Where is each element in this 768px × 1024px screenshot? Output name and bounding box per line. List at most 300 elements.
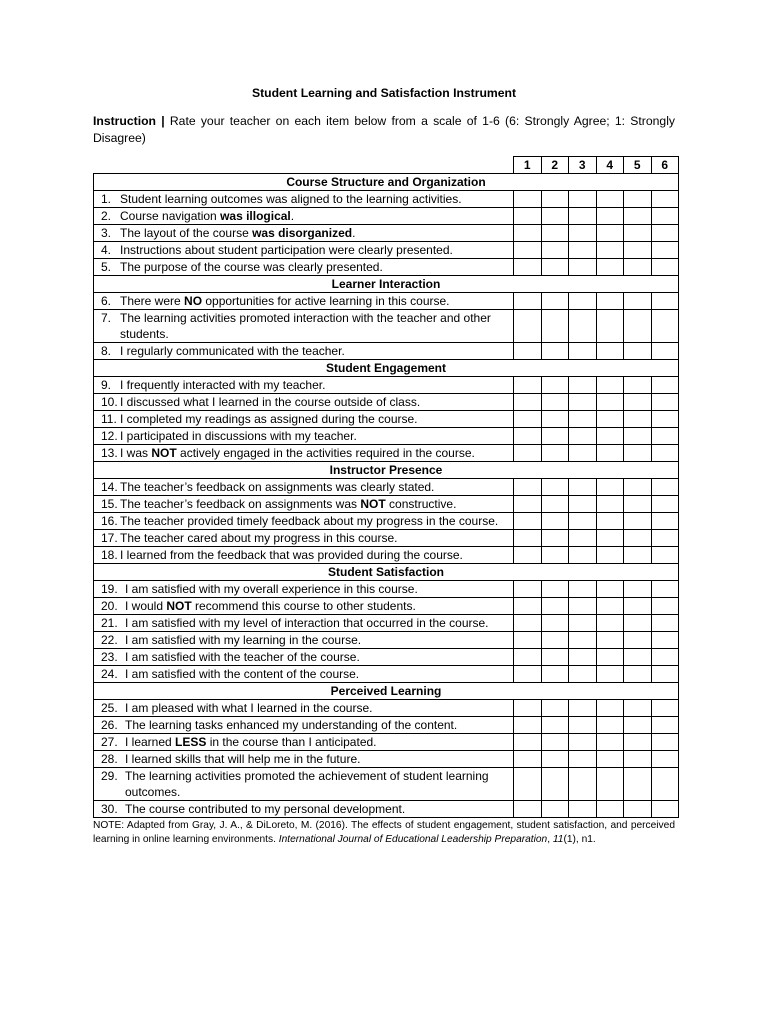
rating-cell-2[interactable]	[541, 632, 569, 649]
scale-label-3: 3	[569, 157, 597, 174]
item-number: 11.	[101, 412, 117, 426]
rating-cell-1[interactable]	[514, 479, 542, 496]
rating-cell-6[interactable]	[651, 700, 679, 717]
rating-cell-5[interactable]	[624, 496, 652, 513]
rating-cell-1[interactable]	[514, 428, 542, 445]
item-statement	[98, 293, 509, 309]
rating-cell-6[interactable]	[651, 768, 679, 801]
rating-cell-4[interactable]	[596, 581, 624, 598]
rating-cell-3[interactable]	[569, 734, 597, 751]
item-text	[120, 496, 509, 512]
note-journal: International Journal of Educational Leadership Preparation	[278, 834, 548, 845]
rating-cell-5[interactable]	[624, 411, 652, 428]
rating-cell-5[interactable]	[624, 666, 652, 683]
item-text-part: I participated in discussions with my teacher.	[120, 429, 357, 443]
item-number: 21.	[101, 616, 118, 630]
rating-cell-5[interactable]	[624, 801, 652, 818]
rating-cell-6[interactable]	[651, 530, 679, 547]
rating-cell-5[interactable]	[624, 615, 652, 632]
rating-cell-1[interactable]	[514, 411, 542, 428]
item-statement-cell	[94, 191, 514, 208]
rating-cell-3[interactable]	[569, 751, 597, 768]
rating-cell-4[interactable]	[596, 411, 624, 428]
rating-cell-5[interactable]	[624, 649, 652, 666]
rating-cell-4[interactable]	[596, 751, 624, 768]
item-text	[120, 242, 509, 258]
section-header-row	[94, 462, 679, 479]
rating-cell-2[interactable]	[541, 547, 569, 564]
rating-cell-3[interactable]	[569, 700, 597, 717]
rating-cell-1[interactable]	[514, 530, 542, 547]
item-statement	[98, 581, 509, 597]
rating-cell-5[interactable]	[624, 734, 652, 751]
rating-cell-1[interactable]	[514, 191, 542, 208]
rating-cell-1[interactable]	[514, 293, 542, 310]
rating-cell-2[interactable]	[541, 428, 569, 445]
rating-cell-1[interactable]	[514, 768, 542, 801]
rating-cell-5[interactable]	[624, 310, 652, 343]
rating-cell-2[interactable]	[541, 479, 569, 496]
rating-cell-4[interactable]	[596, 293, 624, 310]
item-statement-cell	[94, 293, 514, 310]
rating-cell-2[interactable]	[541, 242, 569, 259]
item-statement-cell	[94, 598, 514, 615]
rating-cell-2[interactable]	[541, 530, 569, 547]
rating-cell-2[interactable]	[541, 293, 569, 310]
rating-cell-1[interactable]	[514, 666, 542, 683]
item-statement-cell	[94, 242, 514, 259]
item-statement-cell	[94, 717, 514, 734]
item-statement-cell	[94, 208, 514, 225]
rating-cell-6[interactable]	[651, 445, 679, 462]
rating-cell-2[interactable]	[541, 751, 569, 768]
item-text-part: I am satisfied with my overall experience in this course.	[125, 582, 418, 596]
rating-cell-6[interactable]	[651, 377, 679, 394]
rating-cell-1[interactable]	[514, 547, 542, 564]
rating-cell-4[interactable]	[596, 615, 624, 632]
rating-cell-3[interactable]	[569, 649, 597, 666]
rating-cell-2[interactable]	[541, 496, 569, 513]
item-number: 12.	[101, 429, 118, 443]
rating-cell-6[interactable]	[651, 547, 679, 564]
section-header-row	[94, 683, 679, 700]
item-text-part: .	[352, 226, 356, 240]
rating-cell-3[interactable]	[569, 225, 597, 242]
item-text-emphasis: NO	[184, 294, 203, 308]
item-statement	[98, 394, 509, 410]
rating-cell-4[interactable]	[596, 191, 624, 208]
item-number: 29.	[101, 769, 118, 783]
item-statement	[98, 259, 509, 275]
item-statement	[98, 496, 509, 512]
rating-cell-6[interactable]	[651, 394, 679, 411]
rating-cell-2[interactable]	[541, 191, 569, 208]
rating-cell-5[interactable]	[624, 581, 652, 598]
rating-cell-2[interactable]	[541, 394, 569, 411]
rating-cell-1[interactable]	[514, 581, 542, 598]
item-text-part: The learning activities promoted interaction with the teacher and other students.	[120, 311, 491, 341]
rating-cell-1[interactable]	[514, 801, 542, 818]
rating-cell-2[interactable]	[541, 513, 569, 530]
rating-cell-4[interactable]	[596, 530, 624, 547]
rating-cell-1[interactable]	[514, 445, 542, 462]
item-statement	[98, 530, 509, 546]
item-row	[94, 581, 679, 598]
item-statement-cell	[94, 649, 514, 666]
rating-cell-1[interactable]	[514, 208, 542, 225]
rating-cell-6[interactable]	[651, 717, 679, 734]
rating-cell-6[interactable]	[651, 293, 679, 310]
rating-cell-4[interactable]	[596, 734, 624, 751]
item-text	[120, 343, 509, 359]
item-row	[94, 343, 679, 360]
rating-cell-2[interactable]	[541, 310, 569, 343]
scale-label-1: 1	[514, 157, 542, 174]
rating-cell-2[interactable]	[541, 801, 569, 818]
item-row	[94, 666, 679, 683]
rating-cell-5[interactable]	[624, 751, 652, 768]
rating-cell-4[interactable]	[596, 242, 624, 259]
item-statement	[98, 632, 509, 648]
item-row	[94, 259, 679, 276]
item-text-part: in the course than I anticipated.	[206, 735, 377, 749]
rating-cell-1[interactable]	[514, 751, 542, 768]
item-text	[120, 225, 509, 241]
item-row	[94, 615, 679, 632]
rating-cell-4[interactable]	[596, 801, 624, 818]
item-row	[94, 632, 679, 649]
item-text-part: I discussed what I learned in the course outside of class.	[120, 395, 421, 409]
item-text	[120, 513, 509, 529]
item-text	[120, 547, 509, 563]
note-suffix: (1), n1.	[563, 834, 596, 845]
item-text-part: I was	[120, 446, 152, 460]
item-number: 30.	[101, 802, 118, 816]
rating-cell-4[interactable]	[596, 343, 624, 360]
rating-cell-4[interactable]	[596, 513, 624, 530]
rating-cell-3[interactable]	[569, 598, 597, 615]
rating-cell-1[interactable]	[514, 632, 542, 649]
item-text	[120, 479, 509, 495]
rating-cell-1[interactable]	[514, 242, 542, 259]
rating-cell-1[interactable]	[514, 734, 542, 751]
rating-cell-3[interactable]	[569, 530, 597, 547]
rating-cell-5[interactable]	[624, 343, 652, 360]
rating-cell-2[interactable]	[541, 581, 569, 598]
rating-cell-5[interactable]	[624, 547, 652, 564]
rating-cell-4[interactable]	[596, 598, 624, 615]
rating-cell-6[interactable]	[651, 598, 679, 615]
item-text-emphasis: was disorganized	[252, 226, 353, 240]
rating-cell-4[interactable]	[596, 768, 624, 801]
rating-cell-3[interactable]	[569, 717, 597, 734]
rating-cell-2[interactable]	[541, 259, 569, 276]
rating-cell-3[interactable]	[569, 581, 597, 598]
rating-cell-2[interactable]	[541, 343, 569, 360]
rating-cell-4[interactable]	[596, 428, 624, 445]
rating-cell-5[interactable]	[624, 293, 652, 310]
rating-cell-5[interactable]	[624, 428, 652, 445]
rating-cell-6[interactable]	[651, 513, 679, 530]
item-row	[94, 208, 679, 225]
rating-cell-4[interactable]	[596, 445, 624, 462]
rating-cell-4[interactable]	[596, 666, 624, 683]
rating-cell-3[interactable]	[569, 191, 597, 208]
item-statement	[98, 598, 509, 614]
item-text-emphasis: was illogical	[220, 209, 291, 223]
item-statement	[98, 242, 509, 258]
item-statement	[98, 208, 509, 224]
item-statement	[98, 547, 509, 563]
rating-cell-4[interactable]	[596, 632, 624, 649]
rating-cell-1[interactable]	[514, 343, 542, 360]
item-text-part: constructive.	[385, 497, 457, 511]
rating-cell-6[interactable]	[651, 428, 679, 445]
rating-cell-4[interactable]	[596, 225, 624, 242]
rating-cell-5[interactable]	[624, 377, 652, 394]
rating-cell-3[interactable]	[569, 343, 597, 360]
item-number: 19.	[101, 582, 118, 596]
rating-cell-3[interactable]	[569, 377, 597, 394]
item-statement-cell	[94, 343, 514, 360]
item-row	[94, 242, 679, 259]
rating-cell-6[interactable]	[651, 649, 679, 666]
item-text	[125, 751, 509, 767]
item-row	[94, 496, 679, 513]
rating-cell-5[interactable]	[624, 445, 652, 462]
rating-cell-6[interactable]	[651, 191, 679, 208]
rating-cell-3[interactable]	[569, 445, 597, 462]
item-row	[94, 411, 679, 428]
item-text-part: The teacher cared about my progress in this course.	[120, 531, 398, 545]
item-statement	[98, 411, 509, 427]
item-text-part: opportunities for active learning in this course.	[202, 294, 450, 308]
instrument-page	[93, 86, 675, 847]
rating-cell-2[interactable]	[541, 377, 569, 394]
item-text	[125, 666, 509, 682]
rating-cell-2[interactable]	[541, 225, 569, 242]
item-number: 7.	[101, 311, 112, 325]
item-row	[94, 191, 679, 208]
rating-cell-3[interactable]	[569, 259, 597, 276]
instruction-text: Rate your teacher on each item below from a scale of 1-6 (6: Strongly Agree; 1: Strongly Disagree)	[93, 114, 675, 145]
item-statement-cell	[94, 801, 514, 818]
rating-cell-4[interactable]	[596, 717, 624, 734]
item-number: 3.	[101, 226, 112, 240]
item-number: 13.	[101, 446, 118, 460]
rating-cell-4[interactable]	[596, 259, 624, 276]
item-statement-cell	[94, 700, 514, 717]
rating-cell-3[interactable]	[569, 768, 597, 801]
rating-cell-3[interactable]	[569, 615, 597, 632]
rating-cell-5[interactable]	[624, 513, 652, 530]
rating-cell-1[interactable]	[514, 615, 542, 632]
item-text-part: There were	[120, 294, 185, 308]
item-number: 9.	[101, 378, 112, 392]
rating-cell-6[interactable]	[651, 581, 679, 598]
rating-cell-6[interactable]	[651, 411, 679, 428]
rating-cell-2[interactable]	[541, 700, 569, 717]
rating-cell-5[interactable]	[624, 632, 652, 649]
rating-cell-5[interactable]	[624, 208, 652, 225]
scale-label-2: 2	[541, 157, 569, 174]
item-text	[125, 717, 509, 733]
rating-cell-2[interactable]	[541, 615, 569, 632]
item-number: 15.	[101, 497, 118, 511]
rating-cell-4[interactable]	[596, 649, 624, 666]
item-statement	[98, 734, 509, 750]
rating-cell-2[interactable]	[541, 411, 569, 428]
item-number: 14.	[101, 480, 118, 494]
item-row	[94, 225, 679, 242]
rating-cell-6[interactable]	[651, 615, 679, 632]
rating-cell-1[interactable]	[514, 598, 542, 615]
rating-cell-5[interactable]	[624, 700, 652, 717]
rating-table	[93, 156, 679, 818]
rating-cell-6[interactable]	[651, 479, 679, 496]
rating-cell-3[interactable]	[569, 310, 597, 343]
rating-cell-5[interactable]	[624, 530, 652, 547]
rating-cell-3[interactable]	[569, 428, 597, 445]
item-text	[125, 598, 509, 614]
rating-cell-5[interactable]	[624, 242, 652, 259]
item-text-part: The learning activities promoted the achievement of student learning outcomes.	[125, 769, 489, 799]
rating-cell-3[interactable]	[569, 411, 597, 428]
item-statement-cell	[94, 479, 514, 496]
scale-header-row	[94, 157, 679, 174]
item-text-part: I frequently interacted with my teacher.	[120, 378, 326, 392]
item-number: 24.	[101, 667, 118, 681]
rating-cell-6[interactable]	[651, 801, 679, 818]
rating-cell-2[interactable]	[541, 445, 569, 462]
rating-cell-4[interactable]	[596, 208, 624, 225]
rating-cell-6[interactable]	[651, 496, 679, 513]
item-text-part: actively engaged in the activities required in the course.	[176, 446, 475, 460]
rating-cell-1[interactable]	[514, 700, 542, 717]
item-text-part: I regularly communicated with the teacher.	[120, 344, 345, 358]
rating-cell-2[interactable]	[541, 598, 569, 615]
rating-cell-6[interactable]	[651, 734, 679, 751]
rating-cell-3[interactable]	[569, 513, 597, 530]
rating-cell-1[interactable]	[514, 225, 542, 242]
item-text-part: I completed my readings as assigned during the course.	[120, 412, 418, 426]
rating-cell-5[interactable]	[624, 225, 652, 242]
rating-cell-2[interactable]	[541, 666, 569, 683]
rating-cell-4[interactable]	[596, 547, 624, 564]
rating-cell-1[interactable]	[514, 259, 542, 276]
rating-cell-1[interactable]	[514, 717, 542, 734]
rating-cell-6[interactable]	[651, 310, 679, 343]
rating-cell-3[interactable]	[569, 242, 597, 259]
rating-cell-3[interactable]	[569, 547, 597, 564]
item-number: 28.	[101, 752, 118, 766]
item-text-part: I am pleased with what I learned in the course.	[125, 701, 373, 715]
item-text-part: Student learning outcomes was aligned to the learning activities.	[120, 192, 462, 206]
item-text	[120, 208, 509, 224]
rating-cell-5[interactable]	[624, 479, 652, 496]
rating-cell-3[interactable]	[569, 394, 597, 411]
rating-cell-6[interactable]	[651, 666, 679, 683]
rating-cell-6[interactable]	[651, 225, 679, 242]
rating-cell-6[interactable]	[651, 208, 679, 225]
rating-cell-6[interactable]	[651, 343, 679, 360]
item-text	[120, 530, 509, 546]
rating-cell-3[interactable]	[569, 293, 597, 310]
rating-cell-5[interactable]	[624, 191, 652, 208]
rating-cell-1[interactable]	[514, 649, 542, 666]
item-number: 6.	[101, 294, 112, 308]
item-number: 25.	[101, 701, 118, 715]
rating-cell-4[interactable]	[596, 700, 624, 717]
note-volume: 11	[552, 834, 564, 845]
rating-cell-3[interactable]	[569, 666, 597, 683]
note-prefix: NOTE: Adapted from Gray, J. A., & DiLoreto, M. (2016). The effects of student engagement, student satisfaction, and perceived learning in online learning environments.	[93, 820, 675, 845]
rating-cell-3[interactable]	[569, 632, 597, 649]
rating-cell-6[interactable]	[651, 242, 679, 259]
citation-note	[93, 819, 675, 847]
rating-cell-1[interactable]	[514, 310, 542, 343]
rating-cell-6[interactable]	[651, 632, 679, 649]
rating-cell-3[interactable]	[569, 496, 597, 513]
item-number: 4.	[101, 243, 112, 257]
rating-cell-2[interactable]	[541, 649, 569, 666]
rating-cell-1[interactable]	[514, 496, 542, 513]
rating-cell-3[interactable]	[569, 479, 597, 496]
rating-cell-6[interactable]	[651, 259, 679, 276]
rating-cell-4[interactable]	[596, 310, 624, 343]
rating-cell-5[interactable]	[624, 259, 652, 276]
rating-cell-4[interactable]	[596, 479, 624, 496]
item-statement-cell	[94, 768, 514, 801]
rating-cell-2[interactable]	[541, 717, 569, 734]
item-text-emphasis: NOT	[166, 599, 192, 613]
section-title: Instructor Presence	[94, 462, 679, 479]
rating-cell-1[interactable]	[514, 394, 542, 411]
rating-cell-2[interactable]	[541, 208, 569, 225]
rating-cell-3[interactable]	[569, 801, 597, 818]
item-statement-cell	[94, 615, 514, 632]
item-statement-cell	[94, 310, 514, 343]
item-statement	[98, 768, 509, 800]
item-number: 27.	[101, 735, 118, 749]
rating-cell-5[interactable]	[624, 768, 652, 801]
header-blank-cell	[94, 157, 514, 174]
rating-cell-3[interactable]	[569, 208, 597, 225]
item-statement	[98, 428, 509, 444]
item-row	[94, 547, 679, 564]
rating-cell-1[interactable]	[514, 513, 542, 530]
rating-cell-4[interactable]	[596, 394, 624, 411]
rating-cell-2[interactable]	[541, 734, 569, 751]
rating-cell-1[interactable]	[514, 377, 542, 394]
rating-cell-4[interactable]	[596, 377, 624, 394]
item-number: 2.	[101, 209, 112, 223]
rating-cell-2[interactable]	[541, 768, 569, 801]
item-text	[125, 649, 509, 665]
rating-cell-5[interactable]	[624, 717, 652, 734]
rating-cell-5[interactable]	[624, 394, 652, 411]
rating-cell-5[interactable]	[624, 598, 652, 615]
item-statement-cell	[94, 751, 514, 768]
item-text-part: Course navigation	[120, 209, 221, 223]
item-statement	[98, 191, 509, 207]
item-statement-cell	[94, 377, 514, 394]
item-text	[120, 394, 509, 410]
section-title: Learner Interaction	[94, 276, 679, 293]
item-statement	[98, 225, 509, 241]
rating-cell-6[interactable]	[651, 751, 679, 768]
rating-cell-4[interactable]	[596, 496, 624, 513]
